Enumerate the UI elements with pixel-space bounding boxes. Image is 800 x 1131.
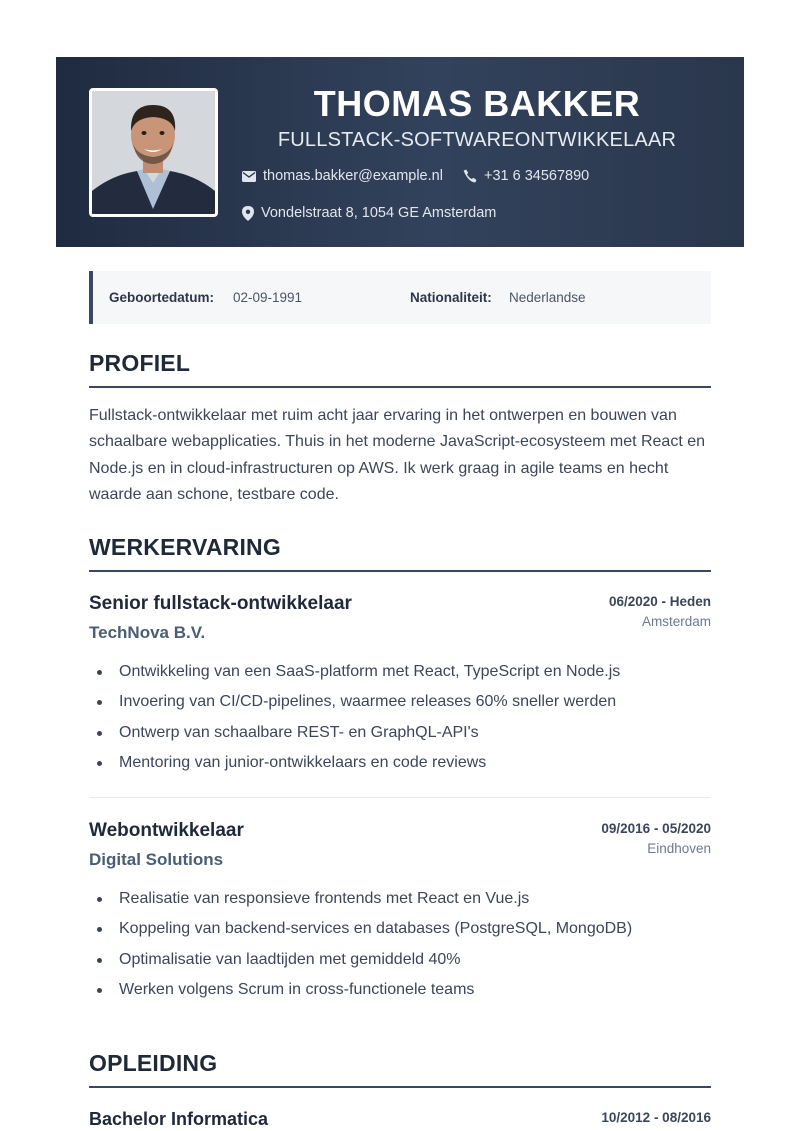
list-item: Koppeling van backend-services en databases (PostgreSQL, MongoDB) [89,914,711,944]
job-position: Senior fullstack-ontwikkelaar [89,593,352,614]
address-text: Vondelstraat 8, 1054 GE Amsterdam [261,205,497,221]
job-divider [89,797,711,798]
birthdate-value: 02-09-1991 [233,290,303,305]
list-item: Werken volgens Scrum in cross-functionele teams [89,975,711,1005]
job-bullets [89,657,711,778]
phone-text: +31 6 34567890 [484,168,590,184]
list-item: Mentoring van junior-ontwikkelaars en code reviews [89,748,711,778]
birthdate-label: Geboortedatum: [109,290,215,305]
list-item: Ontwikkeling van een SaaS-platform met React, TypeScript en Node.js [89,657,711,687]
education-dates: 10/2012 - 08/2016 [601,1110,711,1125]
job-dates: 09/2016 - 05/2020 [601,821,711,836]
phone-icon [463,169,477,183]
contact-email[interactable] [242,168,443,184]
envelope-icon [242,171,256,182]
job-company: Digital Solutions [89,850,224,869]
job-company: TechNova B.V. [89,623,206,642]
job-dates: 06/2020 - Heden [608,594,711,609]
job-city: Eindhoven [647,841,711,856]
email-text: thomas.bakker@example.nl [263,168,443,184]
nationality-value: Nederlandse [509,290,586,305]
experience-heading: WERKERVARING [89,534,711,572]
list-item: Optimalisatie van laadtijden met gemiddeld 40% [89,945,711,975]
contact-address [242,205,496,221]
job-bullets [89,884,711,1005]
job-city: Amsterdam [641,614,711,629]
personal-info-box [89,271,711,324]
cv-header [56,57,744,247]
job-title-heading: FULLSTACK-SOFTWAREONTWIKKELAAR [277,129,677,151]
list-item: Realisatie van responsieve frontends met React en Vue.js [89,884,711,914]
candidate-name: THOMAS BAKKER [313,83,641,124]
portrait-image [92,91,215,214]
profile-heading: PROFIEL [89,350,711,388]
map-pin-icon [242,206,254,221]
job-position: Webontwikkelaar [89,820,244,841]
education-heading: OPLEIDING [89,1050,711,1088]
list-item: Ontwerp van schaalbare REST- en GraphQL-API's [89,718,711,748]
contact-phone[interactable] [463,168,589,184]
nationality-label: Nationaliteit: [410,290,492,305]
profile-photo [89,88,218,217]
list-item: Invoering van CI/CD-pipelines, waarmee releases 60% sneller werden [89,687,711,717]
profile-text: Fullstack-ontwikkelaar met ruim acht jaar ervaring in het ontwerpen en bouwen van schaalbare webapplicaties. Thuis in het moderne JavaScript-ecosysteem met React en Node.js en in cloud-infrastructuren op AWS. Ik werk graag in agile teams en hecht waarde aan schone, testbare code. [89,407,706,503]
education-title: Bachelor Informatica [89,1109,269,1129]
